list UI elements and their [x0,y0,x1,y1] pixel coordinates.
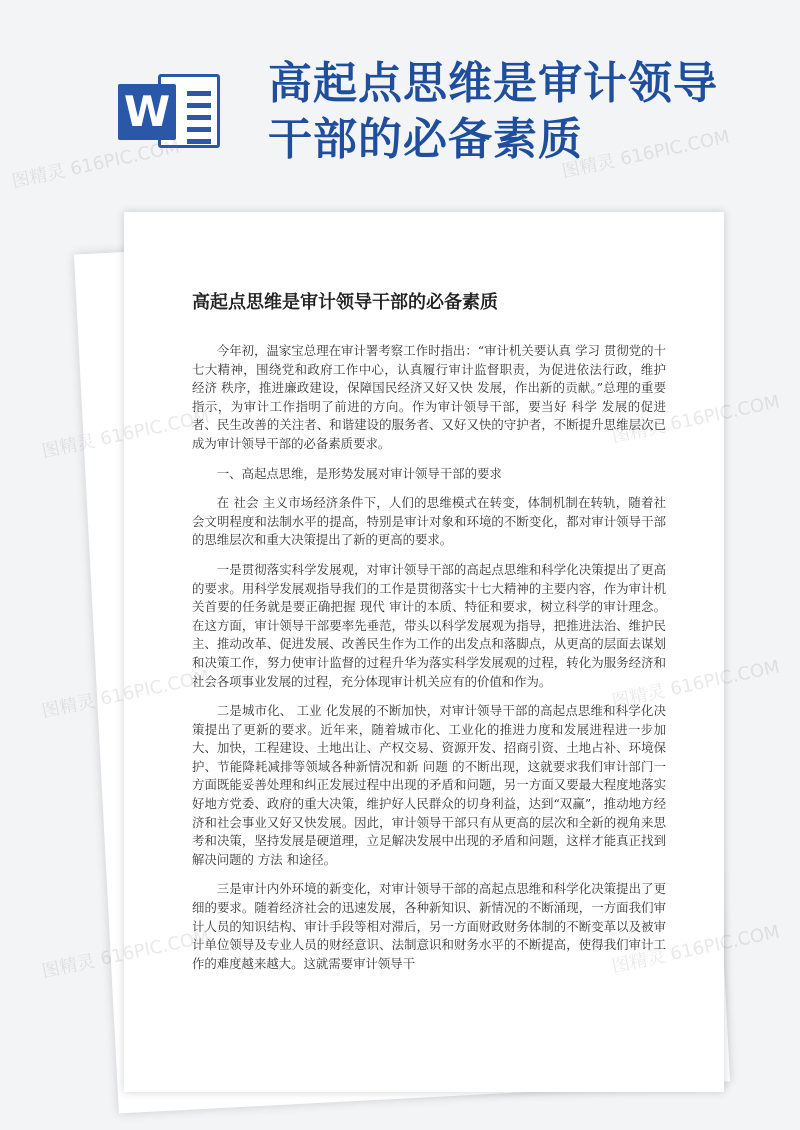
banner-title [268,56,788,168]
word-badge: W [118,84,176,140]
watermark: 616PIC.COM [668,391,782,436]
banner-title-line-1: 高起点思维是审计领导 [268,58,718,109]
document-title: 高起点思维是审计领导干部的必备素质 [192,292,498,313]
banner-title-line-2: 干部的必备素质 [268,114,583,165]
watermark: 图精灵 [39,950,98,983]
paragraph: 一是贯彻落实科学发展观，对审计领导干部的高起点思维和科学化决策提出了更高的要求。用科学发展观指导我们的工作是贯彻落实十七大精神的主要内容，作为审计机关首要的任务就是要正确把握 现代 审计的本质、特征和要求，树立科学的审计理念。在这方面，审计领导干部要率先垂范，带头以科学发展观为指导，把推进法治、维护民主、推动改革、促进发展、改善民生作为工作的出发点和落脚点，从更高的层面去谋划和决策工作，努力使审计监督的过程升华为落实科学发展观的过程，转化为服务经济和社会各项事业发展的过程，充分体现审计机关应有的价值和作为。 [192,561,666,689]
header-banner [0,0,800,205]
paragraph: 二是城市化、 工业 化发展的不断加快，对审计领导干部的高起点思维和科学化决策提出了更新的要求。近年来，随着城市化、工业化的推进力度和发展进程进一步加大、加快，工程建设、土地出让、产权交易、资源开发、招商引资、土地占补、环境保护、节能降耗减排等领域各种新情况和新 问题 的不断出现，这就要求我们审计部门一方面既能妥善处理和纠正发展过程中出现的矛盾和问题，另一方面又要最大程度地落实好地方党委、政府的重大决策，维护好人民群众的切身利益，达到“双赢”，推动地方经济和社会事业又好又快发展。因此，审计领导干部只有从更高的层次和全新的视角来思考和决策，坚持发展是硬道理，立足解决发展中出现的矛盾和问题，这样才能真正找到解决问题的 方法 和途径。 [192,703,666,867]
watermark: 616PIC.COM [668,656,782,701]
paragraph: 三是审计内外环境的新变化，对审计领导干部的高起点思维和科学化决策提出了更细的要求。随着经济社会的迅速发展，各种新知识、新情况的不断涌现，一方面我们审计人员的知识结构、审计手段等相对滞后，另一方面财政财务体制的不断变革以及被审计单位领导及专业人员的财经意识、法制意识和财务水平的不断提高，使得我们审计工作的难度越来越大。这就需要审计领导干 [192,881,666,971]
watermark: 图精灵 [39,430,98,463]
watermark: 616PIC.COM [668,921,782,966]
paragraph: 在 社会 主义市场经济条件下，人们的思维模式在转变，体制机制在转轨，随着社会文明程度和法制水平的提高，特别是审计对象和环境的不断变化，都对审计领导干部的思维层次和重大决策提出了新的更高的要求。 [192,495,666,548]
paragraph: 今年初，温家宝总理在审计署考察工作时指出：“审计机关要认真 学习 贯彻党的十七大精神，围绕党和政府工作中心，认真履行审计监督职责，为促进依法行政，维护 经济 秩序，推进廉政建设，保障国民经济又好又快 发展，作出新的贡献。”总理的重要指示，为审计工作指明了前进的方向。作为审计领导干部，要当好 科学 发展的促进者、民生改善的关注者、和谐建设的服务者、又好又快的守护者，不断提升思维层次已成为审计领导干部的必备素质要求。 [192,343,666,451]
section-heading: 一、高起点思维，是形势发展对审计领导干部的要求 [216,465,502,481]
word-document-icon [118,70,226,152]
document-body [124,314,724,973]
watermark: 图精灵 616PIC.COM [559,126,732,183]
watermark: 图精灵 616PIC.COM [9,136,182,193]
document-page [124,212,724,1092]
watermark: 图精灵 [39,690,98,723]
